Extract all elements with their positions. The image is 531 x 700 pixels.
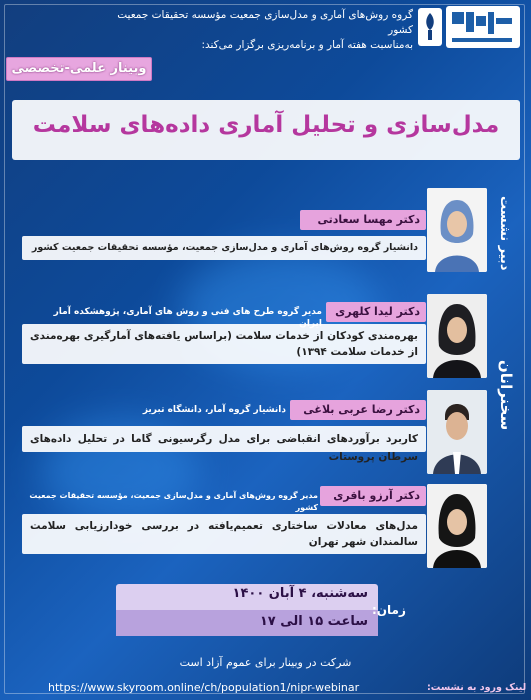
speaker-3-affiliation: مدیر گروه روش‌های آماری و مدل‌سازی جمعیت، مؤسسه تحقیقات جمعیت کشور [29, 491, 318, 512]
speaker-2-talk-title: کاربرد برآوردهای انقباضی برای مدل رگرسیونی گاما در تحلیل داده‌های سرطان پروستات [22, 426, 426, 452]
speaker-1-name: دکتر لیدا کلهری [326, 302, 426, 322]
schedule-hour: ساعت ۱۵ الی ۱۷ [259, 614, 368, 629]
header-line-2: به‌مناسبت هفته آمار و برنامه‌ریزی برگزار می‌کند: [201, 39, 413, 51]
secretary-section-label: دبیر نشست [497, 196, 512, 271]
secretary-photo [427, 188, 487, 272]
webinar-link[interactable]: https://www.skyroom.online/ch/population1/nipr-webinar [48, 681, 360, 694]
schedule-date: سه‌شنبه، ۴ آبان ۱۴۰۰ [232, 586, 368, 601]
secretary-affiliation: دانشیار گروه روش‌های آماری و مدل‌سازی جمعیت، مؤسسه تحقیقات جمعیت کشور [22, 236, 426, 260]
speaker-2-name: دکتر رضا عربی بلاغی [290, 400, 426, 420]
speaker-2-photo [427, 390, 487, 474]
speaker-1-photo [427, 294, 487, 378]
ministry-emblem [418, 8, 442, 46]
speaker-3-photo [427, 484, 487, 568]
link-row [0, 679, 531, 699]
institute-logo [446, 6, 520, 48]
header-line-1: گروه روش‌های آماری و مدل‌سازی جمعیت مؤسسه تحقیقات جمعیت کشور [117, 9, 413, 36]
header-text [113, 8, 413, 53]
speaker-3-talk-title: مدل‌های معادلات ساختاری تعمیم‌یافته در بررسی خودارزیابی سلامت سالمندان شهر تهران [22, 514, 426, 554]
speaker-2-affiliation: دانشیار گروه آمار، دانشگاه تبریز [142, 405, 286, 415]
time-label: زمان: [372, 603, 406, 617]
speakers-section-label: سخنرانان [497, 360, 515, 431]
webinar-title: مدل‌سازی و تحلیل آماری داده‌های سلامت [32, 112, 500, 138]
speaker-1-affiliation: مدیر گروه طرح های فنی و روش های آماری، پژوهشکده آمار [53, 307, 322, 317]
secretary-name: دکتر مهسا سعادتی [300, 210, 426, 230]
link-label: لینک ورود به نشست: [427, 682, 527, 693]
speaker-3-name: دکتر آرزو باقری [320, 486, 426, 506]
public-access-note: شرکت در وبینار برای عموم آزاد است [179, 656, 352, 669]
speaker-1-talk-title: بهره‌مندی کودکان از خدمات سلامت (براساس یافته‌های آمارگیری بهره‌مندی از خدمات سلامت ۱۳۹۴) [22, 324, 426, 364]
webinar-type-badge: وبینار علمی-تخصصی [6, 57, 152, 81]
